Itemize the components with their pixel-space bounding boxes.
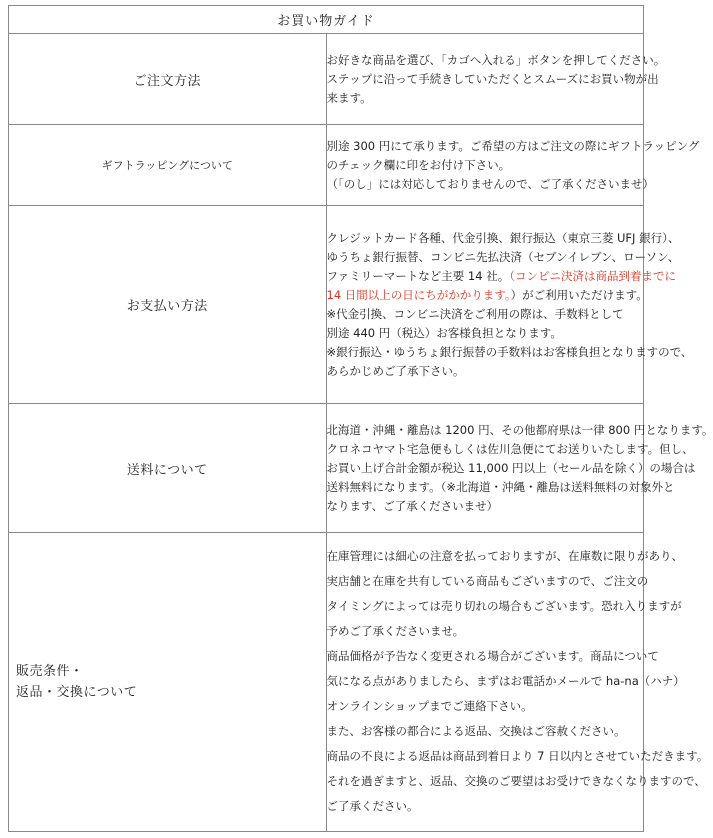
terms-line: タイミングによっては売り切れの場合もございます。恐れ入りますが bbox=[326, 598, 682, 613]
gift-content bbox=[326, 125, 700, 206]
order-line: お好きな商品を選び、「カゴへ入れる」ボタンを押してください。 bbox=[326, 52, 666, 67]
order-row bbox=[9, 34, 644, 125]
terms-line: 気になる点がありましたら、まずはお電話かメールで ha-na（ハナ） bbox=[326, 673, 685, 688]
terms-line: それを過ぎますと、返品、交換のご要望はお受けできなくなりますので、 bbox=[326, 773, 706, 788]
shipping-label: 送料について bbox=[9, 404, 327, 533]
terms-line: オンラインショップまでご連絡下さい。 bbox=[326, 698, 533, 713]
payment-line: クレジットカード各種、代金引換、銀行振込（東京三菱 UFJ 銀行）、 bbox=[326, 230, 680, 245]
shipping-line: なります、ご了承くださいませ） bbox=[326, 498, 499, 513]
guide-title: お買い物ガイド bbox=[9, 6, 644, 34]
gift-line: （「のし」には対応しておりませんので、ご了承くださいませ） bbox=[326, 176, 655, 191]
convenience-store-notice: （コンビニ決済は商品到着までに bbox=[509, 268, 676, 283]
gift-line: 別途 300 円にて承ります。ご希望の方はご注文の際にギフトラッピング bbox=[326, 138, 700, 153]
shipping-content bbox=[326, 404, 713, 533]
terms-content bbox=[326, 533, 709, 832]
shipping-row bbox=[9, 404, 644, 533]
payment-line bbox=[326, 286, 648, 305]
terms-row bbox=[9, 533, 644, 832]
order-content bbox=[326, 34, 666, 125]
shipping-line: お買い上げ合計金額が税込 11,000 円以上（セール品を除く）の場合は bbox=[326, 460, 696, 475]
order-line: ステップに沿って手続きしていただくとスムーズにお買い物が出 bbox=[326, 71, 659, 86]
shipping-line: 送料無料になります。（※北海道・沖縄・離島は送料無料の対象外と bbox=[326, 479, 675, 494]
terms-line: ご了承ください。 bbox=[326, 798, 419, 813]
gift-line: のチェック欄に印をお付け下さい。 bbox=[326, 157, 511, 172]
shipping-line: 北海道・沖縄・離島は 1200 円、その他都府県は一律 800 円となります。 bbox=[326, 422, 713, 437]
order-label: ご注文方法 bbox=[9, 34, 327, 125]
terms-line: また、お客様の都合による返品、交換はご容赦ください。 bbox=[326, 723, 626, 738]
payment-content bbox=[326, 206, 693, 404]
payment-label: お支払い方法 bbox=[9, 206, 327, 404]
terms-line: 在庫管理には細心の注意を払っておりますが、在庫数に限りがあり、 bbox=[326, 548, 683, 563]
payment-line: あらかじめご了承下さい。 bbox=[326, 363, 465, 378]
terms-label-line: 販売条件・ bbox=[16, 664, 84, 679]
terms-line: 実店舗と在庫を共有している商品もございますので、ご注文の bbox=[326, 573, 649, 588]
payment-text: ）がご利用いただけます。 bbox=[510, 287, 648, 302]
terms-label bbox=[9, 533, 327, 832]
terms-line: 予めご了承くださいませ。 bbox=[326, 623, 465, 638]
terms-line: 商品価格が予告なく変更される場合がございます。商品について bbox=[326, 648, 659, 663]
order-line: 来ます。 bbox=[326, 90, 372, 105]
terms-label-line: 返品・交換について bbox=[16, 685, 138, 700]
payment-line: ※銀行振込・ゆうちょ銀行振替の手数料はお客様負担となりますので、 bbox=[326, 344, 693, 359]
gift-row bbox=[9, 125, 644, 206]
payment-row bbox=[9, 206, 644, 404]
terms-line: 商品の不良による返品は商品到着日より 7 日以内とさせていただきます。 bbox=[326, 748, 709, 763]
convenience-store-notice: 14 日間以上の日にちがかかります。 bbox=[326, 287, 511, 302]
payment-line: 別途 440 円（税込）お客様負担となります。 bbox=[326, 325, 562, 340]
payment-line: ※代金引換、コンビニ決済をご利用の際は、手数料として bbox=[326, 306, 624, 321]
gift-label: ギフトラッピングについて bbox=[9, 125, 327, 206]
shopping-guide-table bbox=[8, 5, 713, 832]
shipping-line: クロネコヤマト宅急便もしくは佐川急便にてお送りいたします。但し、 bbox=[326, 441, 694, 456]
payment-text: ファミリーマートなど主要 14 社。 bbox=[326, 268, 510, 283]
payment-line: ゆうちょ銀行振替、コンビニ先払決済（セブンイレブン、ローソン、 bbox=[326, 249, 680, 264]
payment-line bbox=[326, 267, 676, 286]
